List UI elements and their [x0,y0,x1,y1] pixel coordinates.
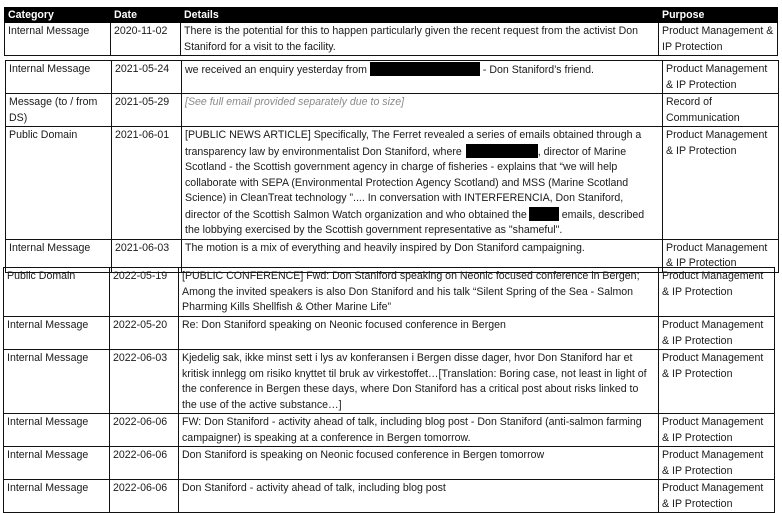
cell-category: Internal Message [4,414,110,447]
details-text: we received an enquiry yesterday from [185,64,367,76]
cell-date: 2021-06-01 [112,127,182,240]
table-row [6,94,779,127]
table-row [6,127,779,240]
cell-date: 2021-05-29 [112,94,182,127]
cell-details: The motion is a mix of everything and heavily inspired by Don Staniford campaigning. [182,239,663,272]
cell-purpose: Product Management & IP Protection [659,317,775,350]
cell-date: 2022-05-19 [110,268,179,317]
table-row [4,350,775,414]
table-row [4,480,775,513]
redaction-block [466,144,538,158]
table-row [4,268,775,317]
cell-purpose: Product Management & IP Protection [663,127,779,240]
records-table-segment-2 [5,60,779,273]
cell-category: Internal Message [4,350,110,414]
cell-details: FW: Don Staniford - activity ahead of talk, including blog post - Don Staniford (anti-salmon farming campaigner) is speaking at a conference in Bergen tomorrow. [179,414,659,447]
cell-category: Internal Message [4,447,110,480]
details-text: , director of Marine Scotland - the Scottish government agency in charge of fisheries - explains that “we will help collaborate with SEPA (Environmental Protection Agency Scotland) and MSS (Marine Scotland Science) in CleanTreat technology ”.... In conversation with INTERFERENCIA, Don Staniford, director of the Scottish Salmon Watch organization and who obtained the [185,145,629,221]
cell-purpose: Record of Communication [663,94,779,127]
cell-details: [See full email provided separately due to size] [182,94,663,127]
cell-purpose: Product Management & IP Protection [663,61,779,94]
records-table-segment-1 [4,7,778,56]
details-text: - Don Staniford’s friend. [479,64,594,76]
cell-category: Internal Message [6,61,112,94]
redaction-block [529,207,559,221]
column-header-category: Category [5,8,111,23]
cell-date: 2022-06-03 [110,350,179,414]
cell-details: Don Staniford - activity ahead of talk, including blog post [179,480,659,513]
cell-category: Internal Message [5,23,111,56]
cell-details: Don Staniford is speaking on Neonic focused conference in Bergen tomorrow [179,447,659,480]
table-row [6,61,779,94]
records-table-segment-3 [3,267,775,513]
cell-purpose: Product Management & IP Protection [659,350,775,414]
cell-purpose: Product Management & IP Protection [663,239,779,272]
table-row [4,447,775,480]
cell-category: Internal Message [6,239,112,272]
column-header-details: Details [181,8,659,23]
cell-date: 2022-06-06 [110,414,179,447]
table-header-row [5,8,778,23]
cell-category: Public Domain [6,127,112,240]
cell-category: Public Domain [4,268,110,317]
cell-details [182,127,663,240]
cell-date: 2021-05-24 [112,61,182,94]
table-row [4,317,775,350]
details-text: emails, described the lobbying exercised by the Scottish government representative as "shameful". [185,208,645,236]
column-header-date: Date [111,8,181,23]
cell-date: 2021-06-03 [112,239,182,272]
cell-purpose: Product Management & IP Protection [659,268,775,317]
cell-date: 2020-11-02 [111,23,181,56]
cell-purpose: Product Management & IP Protection [659,414,775,447]
cell-details [182,61,663,94]
cell-category: Internal Message [4,480,110,513]
cell-date: 2022-06-06 [110,447,179,480]
cell-details: Re: Don Staniford speaking on Neonic focused conference in Bergen [179,317,659,350]
cell-category: Internal Message [4,317,110,350]
redaction-block [370,62,480,76]
details-text: [PUBLIC NEWS ARTICLE] Specifically, The Ferret revealed a series of emails obtained through a transparency law by environmentalist Don Staniford, where [185,129,642,158]
cell-details: There is the potential for this to happen particularly given the recent request from the activist Don Staniford for a visit to the facility. [181,23,659,56]
cell-details: [PUBLIC CONFERENCE] Fwd: Don Staniford speaking on Neonic focused conference in Bergen; Among the invited speakers is also Don Staniford and his talk “Silent Spring of the Sea - Salmon Pharming Kills Shellfish & Other Marine Life” [179,268,659,317]
table-row [5,23,778,56]
cell-purpose: Product Management & IP Protection [659,447,775,480]
cell-category: Message (to / from DS) [6,94,112,127]
cell-date: 2022-06-06 [110,480,179,513]
cell-details: Kjedelig sak, ikke minst sett i lys av konferansen i Bergen disse dager, hvor Don Staniford har et kritisk innlegg om risiko knyttet til bruk av virkestoffet…[Translation: Boring case, not least in light of the conference in Bergen these days, where Don Staniford has a critical post about risks linked to the use of the active substance…] [179,350,659,414]
cell-purpose: Product Management & IP Protection [659,480,775,513]
cell-purpose: Product Management & IP Protection [659,23,778,56]
cell-date: 2022-05-20 [110,317,179,350]
table-row [4,414,775,447]
column-header-purpose: Purpose [659,8,778,23]
